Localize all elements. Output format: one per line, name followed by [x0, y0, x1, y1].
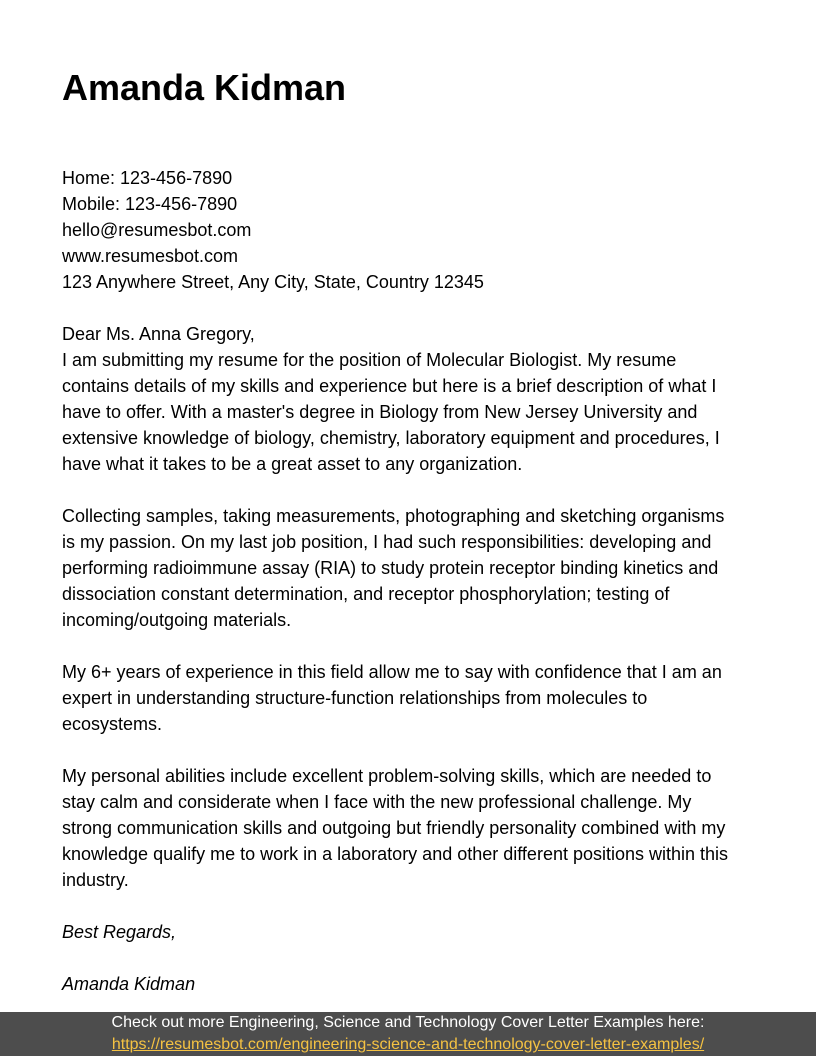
letter-body [62, 321, 730, 1023]
closing: Best Regards, [62, 922, 177, 942]
footer-banner [0, 1012, 816, 1056]
postal-address: 123 Anywhere Street, Any City, State, Country 12345 [62, 272, 484, 292]
mobile-phone: Mobile: 123-456-7890 [62, 194, 238, 214]
home-phone: Home: 123-456-7890 [62, 168, 233, 188]
paragraph-responsibilities: Collecting samples, taking measurements, photographing and sketching organisms is my passion. On my last job position, I had such responsibilities: developing and performing radioimmune assay (RIA) to study protein receptor binding kinetics and dissociation constant determination, and receptor phosphorylation; testing of incoming/outgoing materials. [62, 506, 725, 630]
signature: Amanda Kidman [62, 974, 196, 994]
footer-link[interactable]: https://resumesbot.com/engineering-science-and-technology-cover-letter-examples/ [111, 1036, 705, 1053]
paragraph-experience: My 6+ years of experience in this field allow me to say with confidence that I am an expert in understanding structure-function relationships from molecules to ecosystems. [62, 662, 722, 734]
email-address: hello@resumesbot.com [62, 220, 252, 240]
paragraph-abilities: My personal abilities include excellent problem-solving skills, which are needed to stay calm and considerate when I face with the new professional challenge. My strong communication skills and outgoing but friendly personality combined with my knowledge qualify me to work in a laboratory and other different positions within this industry. [62, 766, 729, 890]
paragraph-intro: I am submitting my resume for the position of Molecular Biologist. My resume contains details of my skills and experience but here is a brief description of what I have to offer. With a master's degree in Biology from New Jersey University and extensive knowledge of biology, chemistry, laboratory equipment and procedures, I have what it takes to be a great asset to any organization. [62, 350, 720, 474]
website-address: www.resumesbot.com [62, 246, 239, 266]
salutation: Dear Ms. Anna Gregory, [62, 324, 255, 344]
footer-text: Check out more Engineering, Science and Technology Cover Letter Examples here: [111, 1014, 705, 1031]
applicant-name: Amanda Kidman [62, 67, 347, 108]
contact-block [62, 165, 742, 295]
